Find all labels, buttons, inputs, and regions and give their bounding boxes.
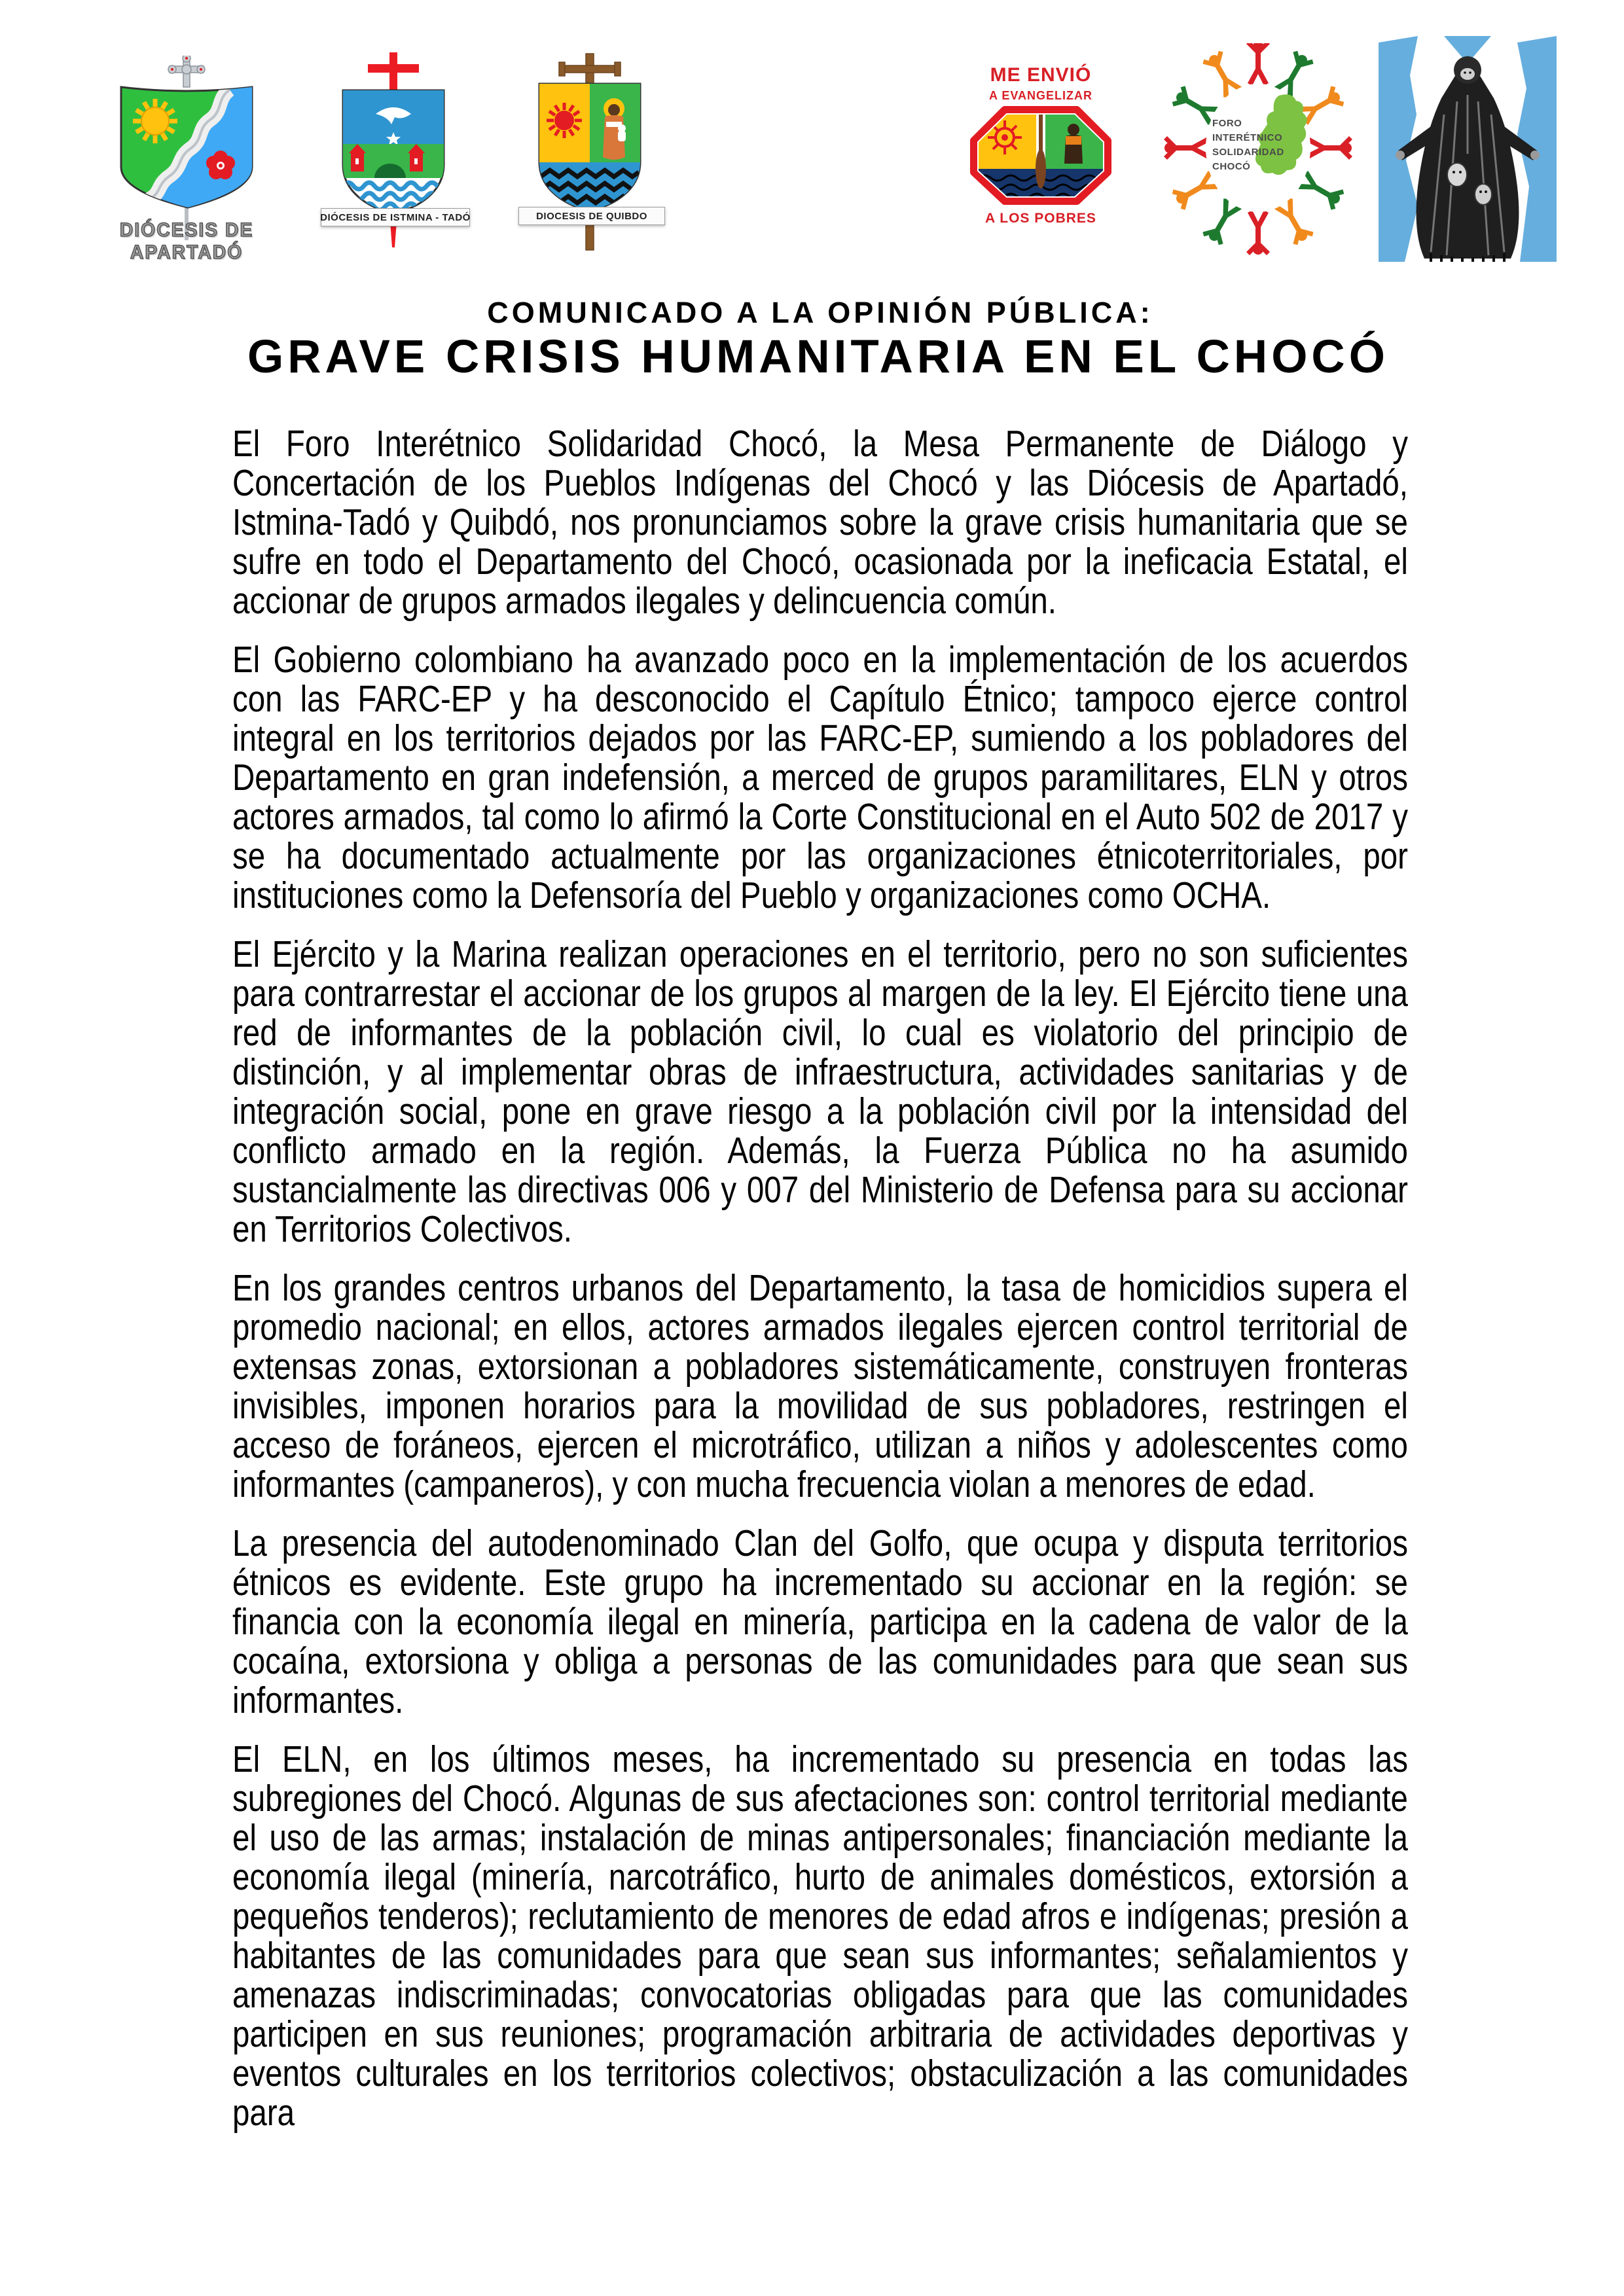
diocesis-istmina-tado-banner: DIÓCESIS DE ISTMINA - TADÓ [321, 208, 470, 226]
paragraph-6: El ELN, en los últimos meses, ha incrementado su presencia en todas las subregiones del Chocó. Algunas de sus afectaciones son: control territorial mediante el uso de las armas; instalación de minas antipersonales; financiación mediante la economía ilegal (minería, narcotráfico, hurto de animales domésticos, extorsión a pequeños tenderos); reclutamiento de menores de edad afros e indígenas; presión a habitantes de las comunidades para que sean sus informantes; señalamientos y amenazas indiscriminadas; convocatorias obligadas para que las comunidades participen en sus reuniones; programación arbitraria de actividades deportivas y eventos culturales en los territorios colectivos; obstaculización a las comunidades para [232, 1738, 1408, 2134]
logo-foro-interetnico [1160, 43, 1356, 255]
diocesis-apartado-caption: DIÓCESIS DE APARTADÓ [119, 219, 254, 263]
diocesis-apartado-crest-icon [101, 56, 272, 242]
logo-diocesis-quibdo [514, 51, 668, 260]
paragraph-2: El Gobierno colombiano ha avanzado poco en la implementación de los acuerdos con las FARC-EP y ha desconocido el Capítulo Étnico; tampoco ejerce control integral en los territorios dejados por las FARC-EP, sumiendo a los pobladores del Departamento en gran indefensión, a merced de grupos paramilitares, ELN y otros actores armados, tal como lo afirmó la Corte Constitucional en el Auto 502 de 2017 y se ha documentado actualmente por las organizaciones étnicoterritoriales, por instituciones como la Defensoría del Pueblo y organizaciones como OCHA. [232, 639, 1408, 916]
madonna-icon [603, 98, 626, 160]
foro-interetnico-text: FORO INTERÉTNICO SOLIDARIDAD CHOCÓ [1212, 118, 1284, 172]
me-envio-motto-top: ME ENVIÓ [990, 64, 1092, 86]
paragraph-4: En los grandes centros urbanos del Departamento, la tasa de homicidios supera el promedio nacional; en ellos, actores armados ilegales ejercen control territorial de extensas zonas, extorsionan a pobladores sistemáticamente, construyen fronteras invisibles, imponen horarios para la movilidad de sus pobladores, restringen el acceso de foráneos, ejercen el microtráfico, utilizan a niños y adolescentes como informantes (campaneros), y con mucha frecuencia violan a menores de edad. [232, 1267, 1408, 1505]
logo-diocesis-apartado [79, 56, 295, 263]
document-body [232, 424, 1408, 2152]
paragraph-1: El Foro Interétnico Solidaridad Chocó, la Mesa Permanente de Diálogo y Concertación de los Pueblos Indígenas del Chocó y las Diócesis de Apartadó, Istmina-Tadó y Quibdó, nos pronunciamos sobre la grave crisis humanitaria que se sufre en todo el Departamento del Chocó, ocasionada por la ineficacia Estatal, el accionar de grupos armados ilegales y delincuencia común. [232, 423, 1408, 622]
indigenous-people-art-icon [1379, 36, 1557, 262]
logo-pueblos-indigenas [1379, 36, 1557, 262]
paragraph-3: El Ejército y la Marina realizan operaciones en el territorio, pero no son suficientes para contrarrestar el accionar de los grupos al margen de la ley. El Ejército tiene una red de informantes de la población civil, lo cual es violatorio del principio de distinción, y al implementar obras de infraestructura, actividades sanitarias y de integración social, pone en grave riesgo a la población civil por la intensidad del conflicto armado en la región. Además, la Fuerza Pública no ha asumido sustancialmente las directivas 006 y 007 del Ministerio de Defensa para su accionar en Territorios Colectivos. [232, 933, 1408, 1250]
logo-me-envio [965, 64, 1116, 236]
me-envio-shield-icon [969, 105, 1113, 206]
paragraph-5: La presencia del autodenominado Clan del Golfo, que ocupa y disputa territorios étnicos es evidente. Este grupo ha incrementado su accionar en la región: se financia con la economía ilegal en minería, participa en la cadena de valor de la cocaína, extorsiona y obliga a personas de las comunidades para que sean sus informantes. [232, 1522, 1408, 1721]
logo-diocesis-istmina-tado [318, 47, 473, 255]
diocesis-quibdo-banner: DIOCESIS DE QUIBDO [518, 207, 665, 225]
document-title: GRAVE CRISIS HUMANITARIA EN EL CHOCÓ [247, 331, 1389, 383]
document-kicker: COMUNICADO A LA OPINIÓN PÚBLICA: [487, 296, 1153, 329]
me-envio-motto-mid: A EVANGELIZAR [988, 89, 1092, 102]
figure-silhouette [1396, 56, 1540, 262]
diocesis-quibdo-crest-icon [514, 51, 665, 260]
cross-icon [168, 56, 205, 87]
me-envio-motto-bottom: A LOS POBRES [985, 211, 1096, 226]
